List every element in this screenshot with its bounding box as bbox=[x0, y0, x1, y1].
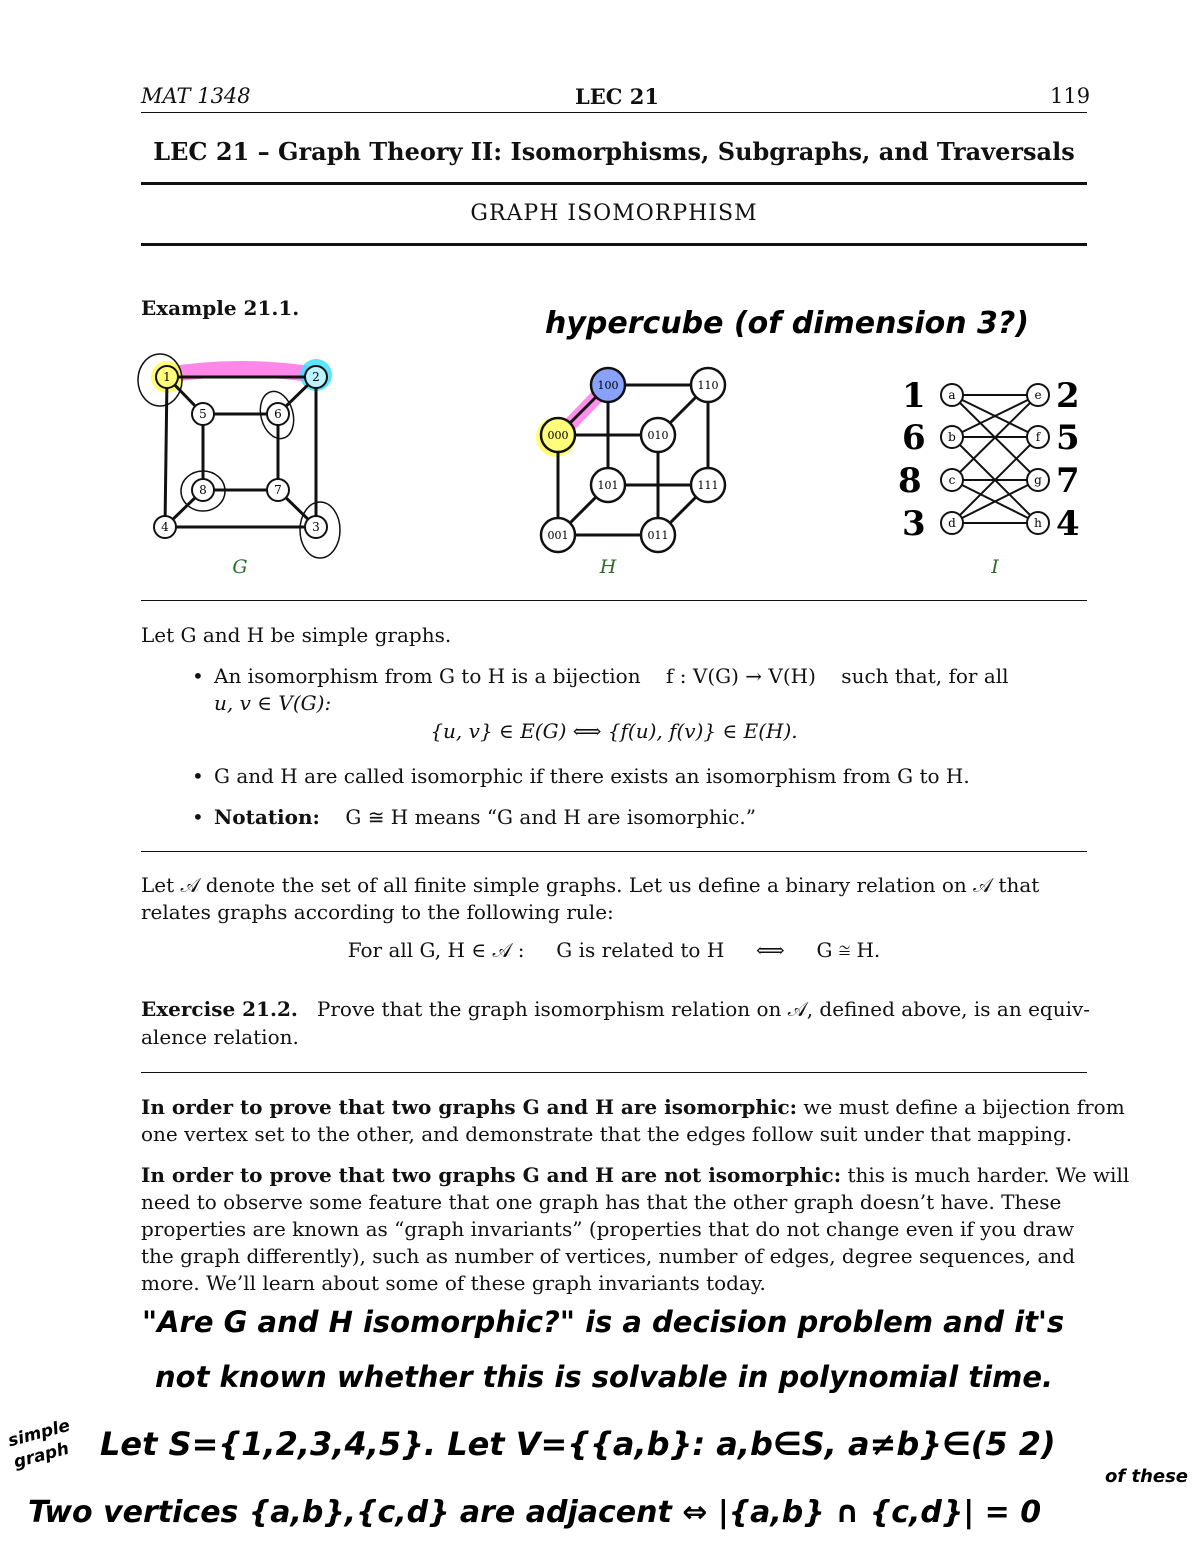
title-rule bbox=[141, 182, 1087, 185]
prove-isomorphic-line1 bbox=[141, 1094, 1125, 1121]
vertex-g-2 bbox=[305, 366, 327, 388]
svg-text:f: f bbox=[1035, 430, 1041, 444]
definitions-rule bbox=[141, 851, 1087, 852]
svg-text:e: e bbox=[1034, 388, 1042, 402]
vertex-h-000 bbox=[541, 418, 575, 452]
svg-text:a: a bbox=[948, 388, 956, 402]
vertex-h-110 bbox=[691, 368, 725, 402]
hand-num-c: 8 bbox=[898, 461, 922, 501]
figure-rule bbox=[141, 600, 1087, 601]
bullet-isomorphism-line1: • An isomorphism from G to H is a bijection f : V(G) → V(H) such that, for all bbox=[214, 663, 1009, 690]
vertex-i-a bbox=[941, 384, 963, 406]
prove-nonisomorphic-line5: more. We’ll learn about some of these graph invariants today. bbox=[141, 1271, 766, 1295]
svg-text:d: d bbox=[948, 516, 956, 530]
svg-text:001: 001 bbox=[547, 529, 569, 542]
hand-num-g: 7 bbox=[1056, 461, 1080, 501]
svg-text:6: 6 bbox=[274, 407, 282, 421]
hand-num-d: 3 bbox=[902, 504, 926, 544]
vertex-g-7 bbox=[267, 479, 289, 501]
vertex-g-3 bbox=[305, 516, 327, 538]
hand-num-a: 1 bbox=[902, 376, 926, 416]
hand-num-f: 5 bbox=[1056, 418, 1080, 458]
highlight-edge-1-2 bbox=[167, 369, 316, 375]
relation-paragraph-line1: Let 𝒜 denote the set of all finite simple graphs. Let us define a binary relation on 𝒜 that bbox=[141, 873, 1040, 897]
vertex-i-c bbox=[941, 469, 963, 491]
handwritten-margin-note: simple graph bbox=[5, 1415, 73, 1473]
svg-text:2: 2 bbox=[312, 370, 320, 384]
vertex-g-6 bbox=[267, 403, 289, 425]
vertex-h-111 bbox=[691, 468, 725, 502]
handwritten-line3: Let S={1,2,3,4,5}. Let V={{a,b}: a,b∈S, a≠b}∈(5 2) bbox=[100, 1425, 1056, 1463]
svg-text:101: 101 bbox=[597, 479, 619, 492]
svg-text:110: 110 bbox=[697, 379, 719, 392]
svg-text:5: 5 bbox=[199, 407, 207, 421]
prove-nonisomorphic-line1 bbox=[141, 1162, 1129, 1189]
svg-text:4: 4 bbox=[161, 520, 169, 534]
prove-nonisomorphic-text1: this is much harder. We will bbox=[847, 1163, 1130, 1187]
handwritten-line2: not known whether this is solvable in polynomial time. bbox=[155, 1360, 1054, 1394]
bullet-notation bbox=[214, 804, 756, 831]
vertex-h-100 bbox=[591, 368, 625, 402]
prove-nonisomorphic-label: In order to prove that two graphs G and H are not isomorphic: bbox=[141, 1163, 842, 1187]
svg-text:8: 8 bbox=[199, 483, 207, 497]
svg-text:g: g bbox=[1034, 473, 1042, 487]
svg-text:3: 3 bbox=[312, 520, 320, 534]
svg-text:7: 7 bbox=[274, 483, 282, 497]
vertex-h-011 bbox=[641, 518, 675, 552]
hand-num-e: 2 bbox=[1056, 376, 1080, 416]
vertex-i-d bbox=[941, 512, 963, 534]
vertex-i-g bbox=[1027, 469, 1049, 491]
graph-h-vertices bbox=[541, 368, 725, 552]
svg-text:111: 111 bbox=[697, 479, 719, 492]
relation-paragraph-line2: relates graphs according to the following rule: bbox=[141, 900, 614, 924]
prove-isomorphic-label: In order to prove that two graphs G and H are isomorphic: bbox=[141, 1095, 798, 1119]
svg-text:1: 1 bbox=[163, 370, 171, 384]
vertex-h-001 bbox=[541, 518, 575, 552]
handwritten-line4: Two vertices {a,b},{c,d} are adjacent ⇔ |{a,b} ∩ {c,d}| = 0 bbox=[28, 1495, 1042, 1530]
bullet-isomorphism-line2: u, v ∈ V(G): bbox=[214, 691, 332, 715]
relation-rule: For all G, H ∈ 𝒜 : G is related to H ⟺ G ≅ H. bbox=[347, 938, 881, 962]
hand-num-b: 6 bbox=[902, 418, 926, 458]
handwritten-line1: "Are G and H isomorphic?" is a decision problem and it's bbox=[142, 1305, 1065, 1339]
notation-label: Notation: bbox=[214, 805, 320, 829]
exercise-label: Exercise 21.2. bbox=[141, 997, 298, 1021]
graph-g-label: G bbox=[232, 556, 248, 578]
svg-text:000: 000 bbox=[547, 429, 569, 442]
section-title: GRAPH ISOMORPHISM bbox=[470, 201, 758, 226]
vertex-h-010 bbox=[641, 418, 675, 452]
vertex-g-1 bbox=[156, 366, 178, 388]
vertex-g-5 bbox=[192, 403, 214, 425]
graphs-figure bbox=[130, 345, 1090, 590]
example-label: Example 21.1. bbox=[141, 296, 300, 320]
prove-nonisomorphic-line2: need to observe some feature that one graph has that the other graph doesn’t have. These bbox=[141, 1190, 1062, 1214]
prove-isomorphic-text1: we must define a bijection from bbox=[803, 1095, 1125, 1119]
vertex-i-f bbox=[1027, 426, 1049, 448]
svg-text:011: 011 bbox=[647, 529, 669, 542]
header-rule bbox=[141, 112, 1087, 113]
svg-text:010: 010 bbox=[647, 429, 669, 442]
handwritten-line3-note: of these bbox=[1105, 1466, 1189, 1487]
prove-isomorphic-line2: one vertex set to the other, and demonstrate that the edges follow suit under that mapping. bbox=[141, 1122, 1073, 1146]
definition-intro: Let G and H be simple graphs. bbox=[141, 623, 452, 647]
isomorphism-formula: {u, v} ∈ E(G) ⟺ {f(u), f(v)} ∈ E(H). bbox=[430, 719, 798, 743]
svg-text:c: c bbox=[948, 473, 956, 487]
prove-nonisomorphic-line4: the graph differently), such as number of vertices, number of edges, degree sequences, and bbox=[141, 1244, 1076, 1268]
exercise bbox=[141, 996, 1090, 1023]
exercise-line1: Prove that the graph isomorphism relation on 𝒜, defined above, is an equiv- bbox=[316, 997, 1091, 1021]
svg-text:h: h bbox=[1034, 516, 1042, 530]
graph-i-hand-numbers bbox=[898, 376, 1080, 544]
section-rule bbox=[141, 243, 1087, 246]
vertex-g-8 bbox=[192, 479, 214, 501]
svg-text:b: b bbox=[948, 430, 956, 444]
vertex-i-b bbox=[941, 426, 963, 448]
exercise-line2: alence relation. bbox=[141, 1025, 299, 1049]
notation-text: G ≅ H means “G and H are isomorphic.” bbox=[345, 805, 756, 829]
vertex-g-4 bbox=[154, 516, 176, 538]
graph-h-label: H bbox=[599, 556, 617, 578]
vertex-h-101 bbox=[591, 468, 625, 502]
bullet-isomorphic: • G and H are called isomorphic if there exists an isomorphism from G to H. bbox=[214, 763, 970, 790]
graph-i-edges bbox=[952, 395, 1038, 523]
hypercube-note: hypercube (of dimension 3?) bbox=[545, 306, 1030, 341]
hand-num-h: 4 bbox=[1056, 504, 1080, 544]
page-title: LEC 21 – Graph Theory II: Isomorphisms, Subgraphs, and Traversals bbox=[153, 137, 1075, 166]
vertex-i-e bbox=[1027, 384, 1049, 406]
prove-nonisomorphic-line3: properties are known as “graph invariants” (properties that do not change even if you draw bbox=[141, 1217, 1075, 1241]
header-page-number: 119 bbox=[1050, 84, 1091, 108]
graph-i-vertices bbox=[941, 384, 1049, 534]
header-course: MAT 1348 bbox=[141, 84, 251, 108]
graph-i-label: I bbox=[991, 556, 999, 578]
vertex-i-h bbox=[1027, 512, 1049, 534]
svg-text:100: 100 bbox=[597, 379, 619, 392]
exercise-rule bbox=[141, 1072, 1087, 1073]
header-lecture: LEC 21 bbox=[575, 84, 660, 109]
